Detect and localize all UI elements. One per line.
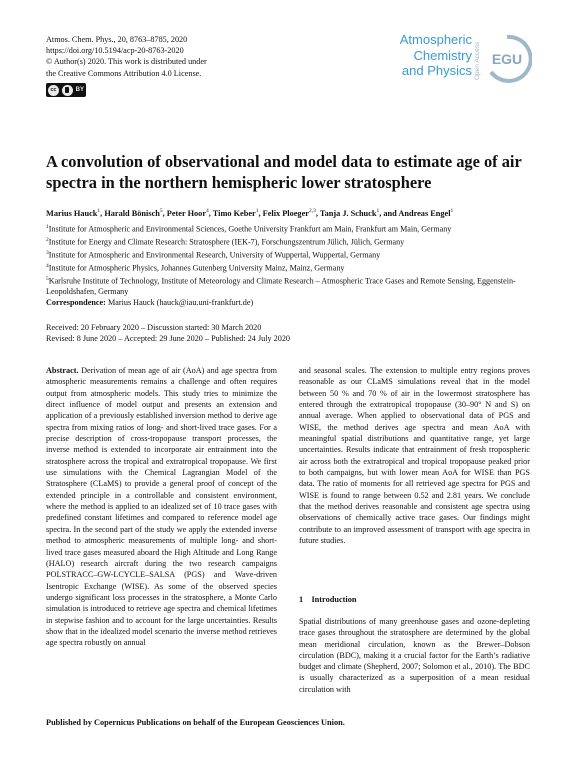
doi-link[interactable]: https://doi.org/10.5194/acp-20-8763-2020 [46,46,184,56]
citation-line: © Author(s) 2020. This work is distributed under [46,57,207,67]
author-sup: 1 [376,208,380,214]
cc-by-icon[interactable] [46,83,86,97]
person-icon [62,85,73,96]
open-access-label [472,36,482,82]
paper-title: A convolution of observational and model data to estimate age of air spectra in the northern hemispheric lower stratosphere [46,152,522,192]
date-line: Revised: 8 June 2020 – Accepted: 29 June 2020 – Published: 24 July 2020 [46,334,291,344]
affiliation-sup: 3 [46,249,49,256]
author-sup: 5 [159,208,163,214]
abstract-text: Derivation of mean age of air (AoA) and age spectra from atmospheric measurements remains a challenge and often requires output from atmospheric models. This study tries to minimize the direct influence of model output and presents an extension and application of a previously established inversion method to derive age spectra from mixing ratios of long- and short-lived trace gases. For a precise description of cross-tropopause transport processes, the inverse method is extended to incorporate air entrainment into the stratosphere across the tropical and extratropical tropopause. We first use simulations with the Chemical Lagrangian Model of the Stratosphere (CLaMS) to provide a general proof of concept of the extended principle in a controllable and consistent environment, where the method is applied to an idealized set of 10 trace gases with predefined constant lifetimes and compared to reference model age spectra. In the second part of the study we apply the extended inverse method to atmospheric measurements of multiple long- and short-lived trace gases measured aboard the High Altitude and Long Range (HALO) research aircraft during the two research campaigns POLSTRACC–GW-LCYCLE–SALSA (PGS) and Wave-driven Isentropic Exchange (WISE). As some of the observed species undergo significant loss processes in the stratosphere, a Monte Carlo simulation is introduced to retrieve age spectra and chemical lifetimes in stepwise fashion and to account for the large uncertainties. Results show that in the idealized model scenario the inverse method retrieves age spectra robustly on annual [46,366,277,648]
affiliation [46,261,546,274]
affiliation [46,248,546,261]
abstract-continuation: and seasonal scales. The extension to multiple entry regions proves reasonable as our CLaMS simulations reveal that in the model between 50 % and 70 % of air in the lowermost stratosphere has entered through the extratropical tropopause (30–90° N and S) on annual average. When applied to observational data of PGS and WISE, the method derives age spectra and mean AoA with meaningful spatial distributions and quantitative range, yet large uncertainties. Results indicate that entrainment of fresh tropospheric air across both the extratropical and tropical tropopause peaked prior to both campaigns, but with lower mean AoA for WISE than PGS data. The ratio of moments for all retrieved age spectra for PGS and WISE is found to range between 0.52 and 2.81 years. We conclude that the method derives reasonable and consistent age spectra using observations of chemically active trace gases. Our findings might contribute to an improved assessment of transport with age spectra in future studies. [299,366,530,546]
citation-line: Atmos. Chem. Phys., 20, 8763–8785, 2020 [46,35,188,44]
abstract-label: Abstract. [46,366,79,375]
author-sup: 4 [206,208,209,214]
affiliation-text: Institute for Energy and Climate Research: Stratosphere (IEK-7), Forschungszentrum Jülich, Jülich, Germany [48,237,405,247]
abstract-left-column [46,365,277,649]
affiliation-text: Karlsruhe Institute of Technology, Institute of Meteorology and Climate Research – Atmospheric Trace Gases and Remote Sensing, Eggenstein-Leopoldshafen, Germany [46,276,516,297]
author-sup: 1 [450,208,454,214]
journal-name [400,32,472,79]
author-name[interactable]: Peter Hoor [166,208,207,218]
citation-line: the Creative Commons Attribution 4.0 License. [46,68,202,78]
affiliation-sup: 4 [46,262,49,269]
author-list: Marius Hauck$^1$, Harald Bönisch$^5$, Peter Hoor$^4$, Timo Keber$^1$, Felix Ploeger$^{2,3}$, Tanja J. Schuck$^1$, and Andreas Engel$^1$ [46,208,454,218]
author-name[interactable]: Marius Hauck [46,208,98,218]
abstract-paragraph [46,365,277,649]
affiliation-text: Institute for Atmospheric and Environmental Sciences, Goethe University Frankfurt am Main, Frankfurt am Main, Germany [48,224,452,234]
journal-line: Atmospheric [399,32,472,47]
affiliation-text: Institute for Atmospheric Physics, Johannes Gutenberg University Mainz, Mainz, Germany [48,263,345,273]
author-name[interactable]: Timo Keber [212,208,256,218]
section-title: Introduction [311,595,357,604]
cc-circle-icon: cc [48,85,59,96]
section-heading [299,595,356,604]
egu-text: EGU [491,51,523,67]
abstract-right-column [299,365,530,547]
affiliation-list [46,222,546,298]
date-line: Received: 20 February 2020 – Discussion started: 30 March 2020 [46,323,262,332]
author-name[interactable]: Harald Bönisch [104,208,160,218]
author-name[interactable]: Felix Ploeger [262,208,309,218]
correspondence-text[interactable]: Marius Hauck (hauck@iau.uni-frankfurt.de) [107,298,254,307]
dates-block [46,322,290,345]
license-badge-text: BY [75,87,84,93]
author-sup: 1 [255,208,259,214]
introduction-text: Spatial distributions of many greenhouse gases and ozone-depleting trace gases throughout the stratosphere are determined by the global mean meridional circulation, known as the Brewer–Dobson circulation (BDC), making it a crucial factor for the Earth’s radiative budget and climate (Shepherd, 2007; Solomon et al., 2010). The BDC is usually characterized as a superposition of a mean residual circulation with [299,617,530,694]
correspondence [46,298,253,307]
correspondence-label: Correspondence: [46,298,106,307]
affiliation [46,222,546,235]
journal-line: Chemistry [413,47,472,63]
affiliation-sup: 1 [46,224,49,230]
author-sup: 1 [97,208,101,214]
affiliation [46,274,546,298]
affiliation-sup: 2 [46,236,49,243]
author-name[interactable]: Tanja J. Schuck [319,208,377,218]
section-number: 1 [299,595,304,604]
author-name[interactable]: and Andreas Engel [383,208,451,218]
author-sup: 2,3 [308,208,316,214]
egu-logo [482,34,532,84]
affiliation-text: Institute for Atmospheric and Environmental Research, University of Wuppertal, Wuppertal, Germany [48,250,381,260]
publisher-footer: Published by Copernicus Publications on behalf of the European Geosciences Union. [46,718,345,727]
citation-block [46,34,207,79]
open-access-text: Open Access [474,41,481,80]
affiliation [46,235,546,248]
journal-line: and Physics [401,63,472,79]
affiliation-sup: 5 [46,275,49,282]
